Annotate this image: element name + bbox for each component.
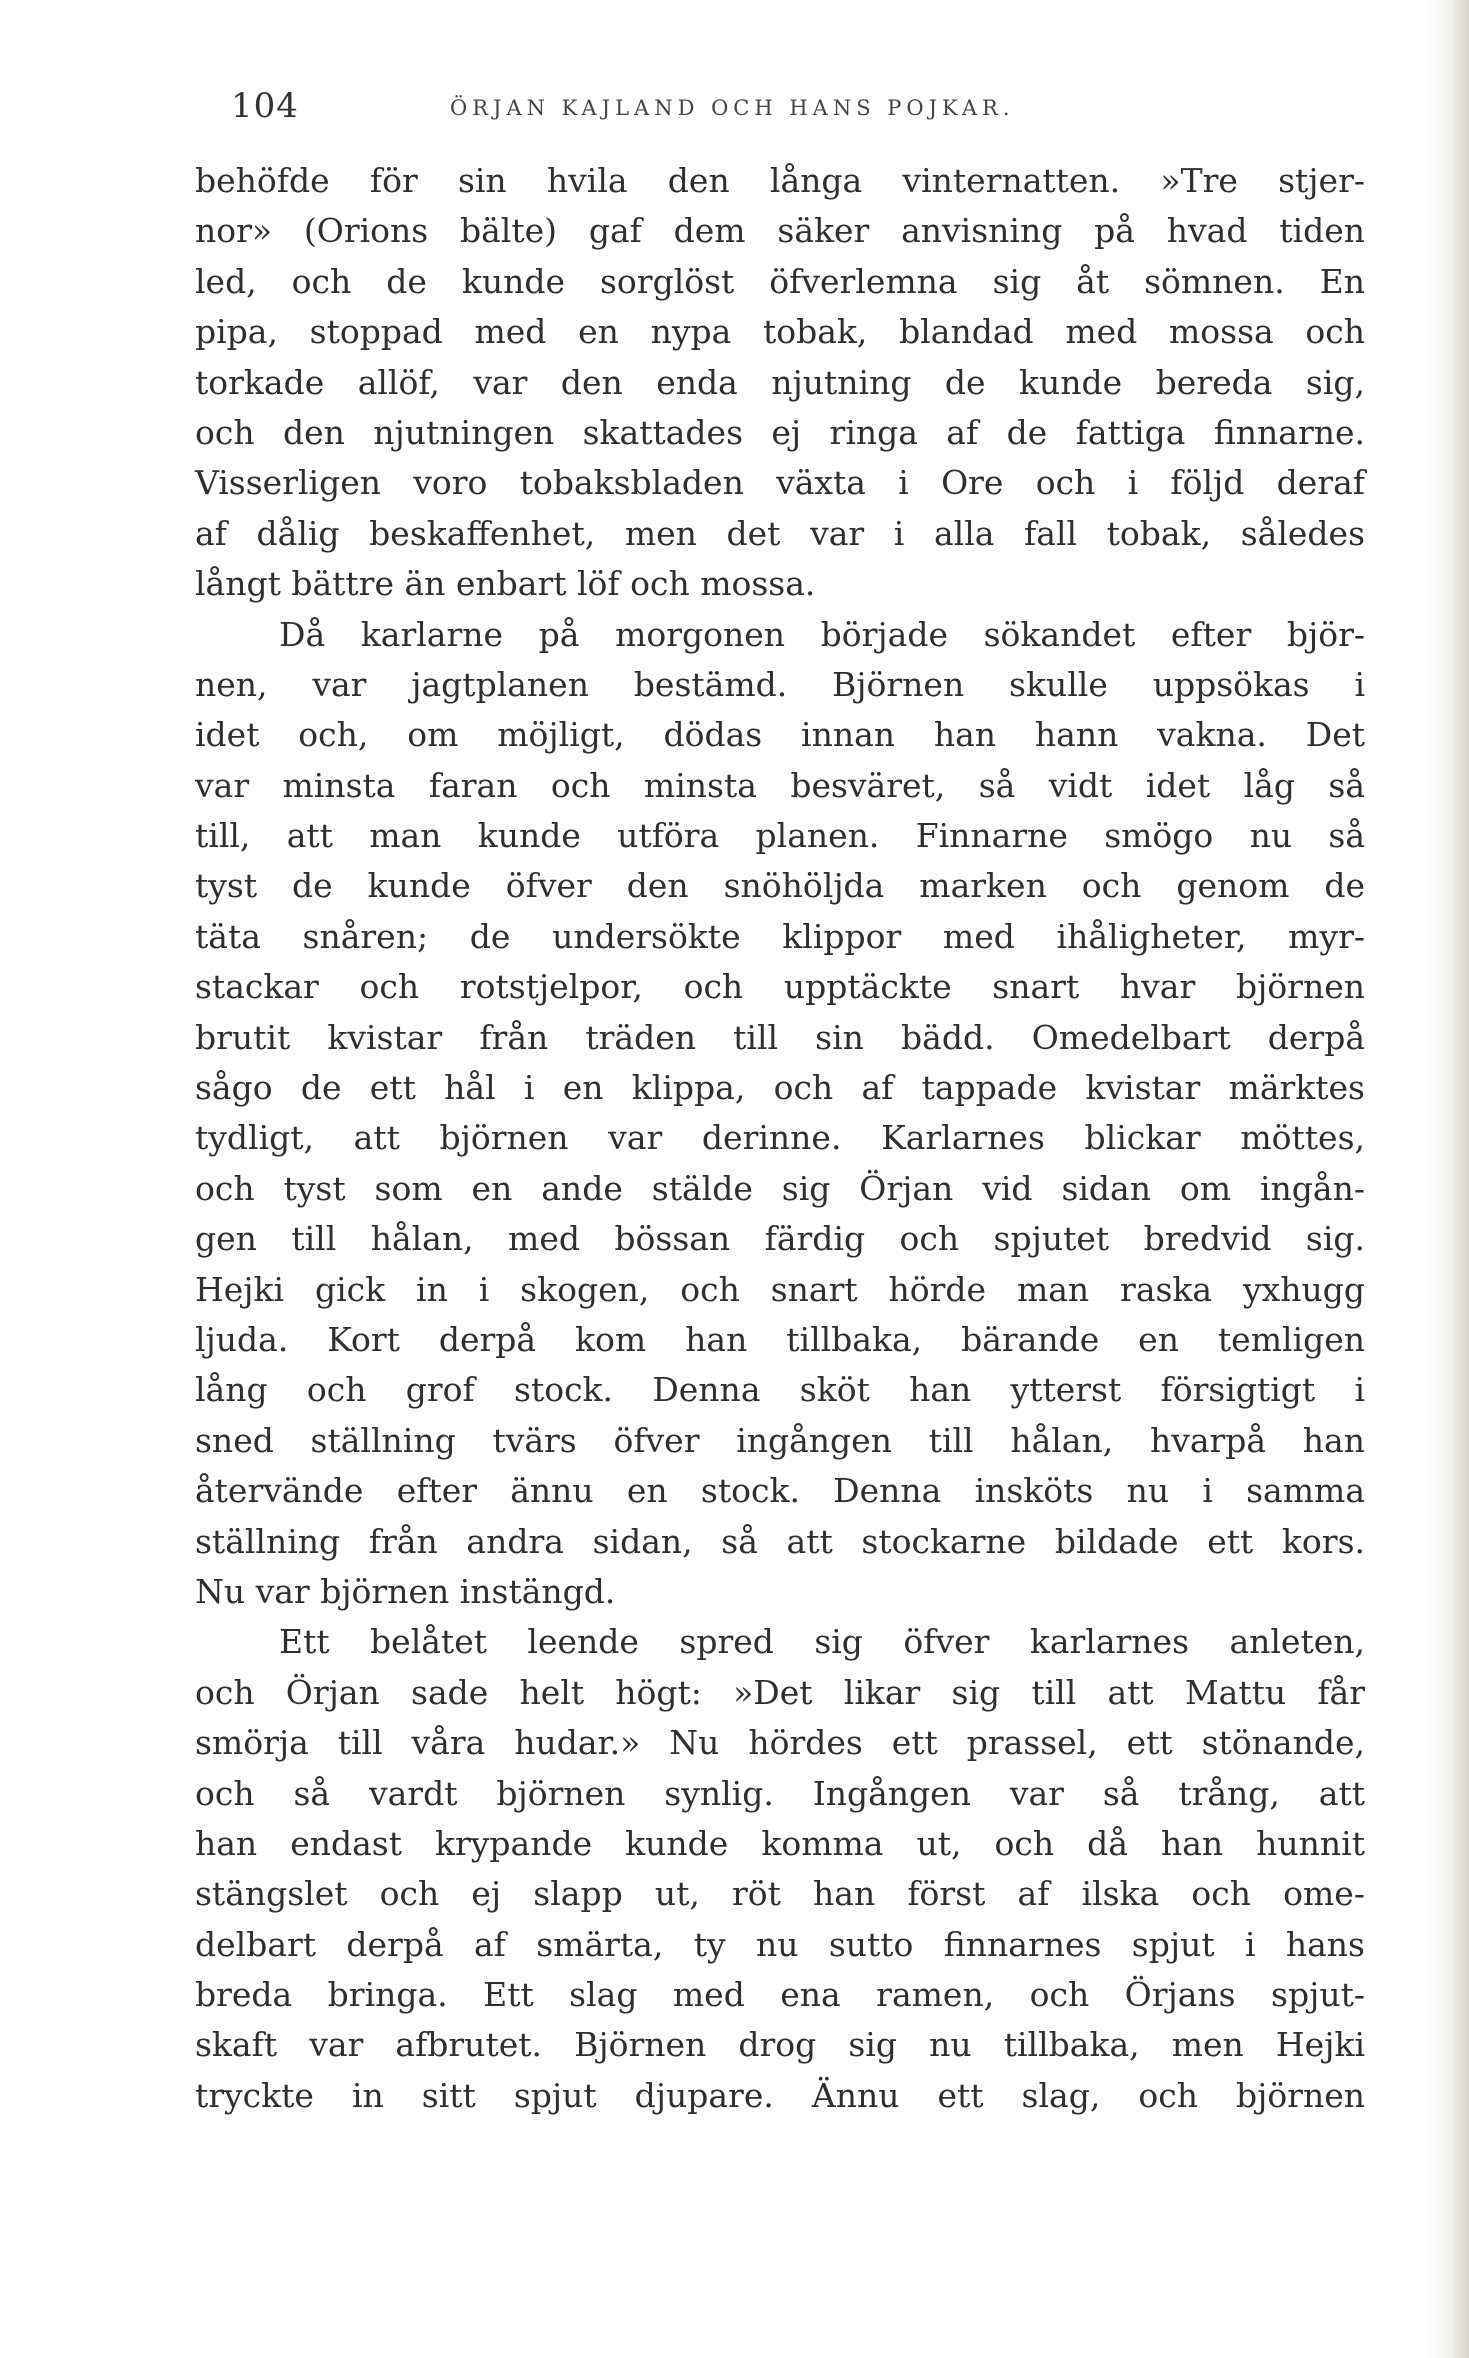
text-line: Hejki gick in i skogen, och snart hörde man raska yxhugg	[195, 1269, 1365, 1309]
page-edge	[1451, 0, 1469, 2358]
text-line: brutit kvistar från träden till sin bädd. Omedelbart derpå	[195, 1017, 1365, 1057]
text-line: pipa, stoppad med en nypa tobak, blandad med mossa och	[195, 312, 1365, 352]
text-line: sågo de ett hål i en klippa, och af tappade kvistar märktes	[195, 1068, 1365, 1108]
text-line: torkade allöf, var den enda njutning de kunde bereda sig,	[195, 362, 1365, 402]
text-line: idet och, om möjligt, dödas innan han hann vakna. Det	[195, 715, 1365, 755]
text-line: ljuda. Kort derpå kom han tillbaka, bärande en temligen	[195, 1319, 1365, 1359]
text-line: Visserligen voro tobaksbladen växta i Ore och i följd deraf	[195, 463, 1365, 503]
text-line: var minsta faran och minsta besväret, så vidt idet låg så	[195, 765, 1365, 805]
text-line: nen, var jagtplanen bestämd. Björnen skulle uppsökas i	[195, 664, 1365, 704]
text-line: ställning från andra sidan, så att stockarne bildade ett kors.	[195, 1521, 1365, 1561]
text-line: och Örjan sade helt högt: »Det likar sig till att Mattu får	[195, 1672, 1365, 1712]
text-line: delbart derpå af smärta, ty nu sutto finnarnes spjut i hans	[195, 1924, 1365, 1964]
text-line: smörja till våra hudar.» Nu hördes ett prassel, ett stönande,	[195, 1723, 1365, 1763]
text-line: tydligt, att björnen var derinne. Karlarnes blickar möttes,	[195, 1118, 1365, 1158]
text-line: sned ställning tvärs öfver ingången till hålan, hvarpå han	[195, 1420, 1365, 1460]
text-line: till, att man kunde utföra planen. Finnarne smögo nu så	[195, 816, 1365, 856]
text-line: stängslet och ej slapp ut, röt han först af ilska och ome-	[195, 1874, 1365, 1914]
body-text	[195, 156, 1365, 2121]
page-number: 104	[231, 86, 299, 126]
text-line: återvände efter ännu en stock. Denna insköts nu i samma	[195, 1471, 1365, 1511]
page-margin-shadow	[1425, 0, 1451, 2358]
text-line: breda bringa. Ett slag med ena ramen, och Örjans spjut-	[195, 1975, 1365, 2015]
page-header	[195, 86, 1365, 130]
text-line: stackar och rotstjelpor, och upptäckte snart hvar björnen	[195, 967, 1365, 1007]
paragraph-start-line: Då karlarne på morgonen började sökandet efter björ-	[279, 614, 1365, 654]
paragraph-end-line: Nu var björnen instängd.	[195, 1571, 616, 1611]
text-line: skaft var afbrutet. Björnen drog sig nu tillbaka, men Hejki	[195, 2025, 1365, 2065]
text-line: och så vardt björnen synlig. Ingången var så trång, att	[195, 1773, 1365, 1813]
text-line: tryckte in sitt spjut djupare. Ännu ett slag, och björnen	[195, 2075, 1365, 2115]
text-line: tyst de kunde öfver den snöhöljda marken och genom de	[195, 866, 1365, 906]
text-line: nor» (Orions bälte) gaf dem säker anvisning på hvad tiden	[195, 211, 1365, 251]
text-line: gen till hålan, med bössan färdig och spjutet bredvid sig.	[195, 1219, 1365, 1259]
text-line: och den njutningen skattades ej ringa af de fattiga finnarne.	[195, 412, 1365, 452]
running-title: ÖRJAN KAJLAND OCH HANS POJKAR.	[450, 96, 1015, 120]
paragraph-end-line: långt bättre än enbart löf och mossa.	[195, 564, 816, 604]
text-line: lång och grof stock. Denna sköt han ytterst försigtigt i	[195, 1370, 1365, 1410]
text-line: han endast krypande kunde komma ut, och då han hunnit	[195, 1823, 1365, 1863]
text-line: täta snåren; de undersökte klippor med ihåligheter, myr-	[195, 916, 1365, 956]
text-line: af dålig beskaffenhet, men det var i alla fall tobak, således	[195, 513, 1365, 553]
text-line: och tyst som en ande stälde sig Örjan vid sidan om ingån-	[195, 1168, 1365, 1208]
text-line: behöfde för sin hvila den långa vinternatten. »Tre stjer-	[195, 161, 1365, 200]
paragraph-start-line: Ett belåtet leende spred sig öfver karlarnes anleten,	[279, 1622, 1365, 1662]
text-line: led, och de kunde sorglöst öfverlemna sig åt sömnen. En	[195, 261, 1365, 301]
